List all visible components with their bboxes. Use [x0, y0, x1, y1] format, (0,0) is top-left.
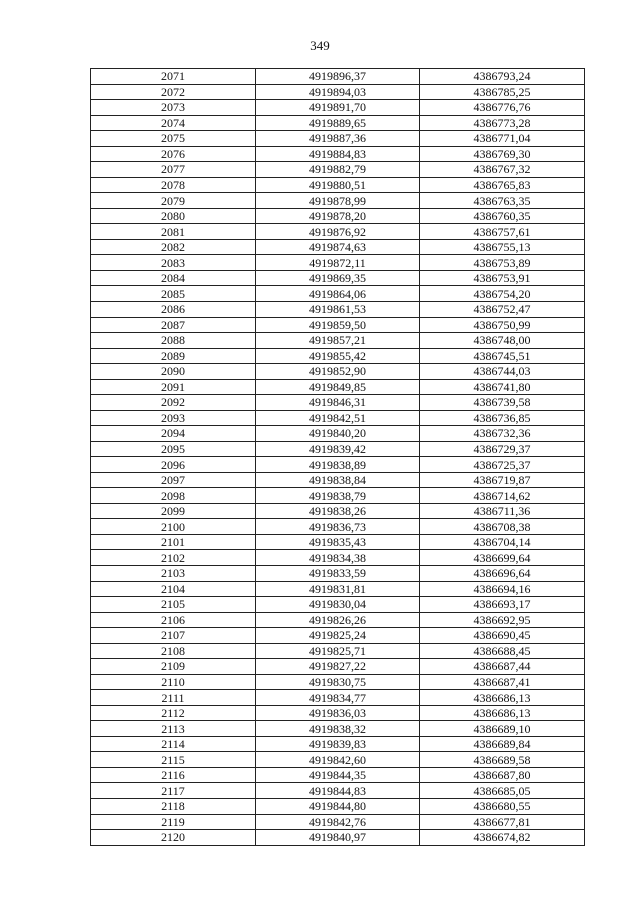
x-coordinate-cell: 4919849,85	[256, 379, 420, 395]
y-coordinate-cell: 4386736,85	[420, 410, 585, 426]
x-coordinate-cell: 4919894,03	[256, 84, 420, 100]
point-number-cell: 2113	[91, 721, 256, 737]
x-coordinate-cell: 4919830,04	[256, 597, 420, 613]
point-number-cell: 2097	[91, 472, 256, 488]
x-coordinate-cell: 4919844,35	[256, 767, 420, 783]
table-row	[91, 333, 585, 349]
coordinates-table-body	[91, 69, 585, 846]
y-coordinate-cell: 4386729,37	[420, 441, 585, 457]
table-row	[91, 270, 585, 286]
x-coordinate-cell: 4919842,51	[256, 410, 420, 426]
point-number-cell: 2103	[91, 566, 256, 582]
point-number-cell: 2076	[91, 146, 256, 162]
point-number-cell: 2093	[91, 410, 256, 426]
point-number-cell: 2118	[91, 798, 256, 814]
point-number-cell: 2091	[91, 379, 256, 395]
x-coordinate-cell: 4919838,84	[256, 472, 420, 488]
x-coordinate-cell: 4919842,76	[256, 814, 420, 830]
table-row	[91, 255, 585, 271]
point-number-cell: 2094	[91, 426, 256, 442]
y-coordinate-cell: 4386763,35	[420, 193, 585, 209]
y-coordinate-cell: 4386741,80	[420, 379, 585, 395]
x-coordinate-cell: 4919836,73	[256, 519, 420, 535]
table-row	[91, 830, 585, 846]
point-number-cell: 2083	[91, 255, 256, 271]
point-number-cell: 2075	[91, 131, 256, 147]
table-row	[91, 115, 585, 131]
x-coordinate-cell: 4919834,38	[256, 550, 420, 566]
y-coordinate-cell: 4386719,87	[420, 472, 585, 488]
point-number-cell: 2090	[91, 364, 256, 380]
table-row	[91, 224, 585, 240]
x-coordinate-cell: 4919838,32	[256, 721, 420, 737]
y-coordinate-cell: 4386687,44	[420, 659, 585, 675]
x-coordinate-cell: 4919884,83	[256, 146, 420, 162]
table-row	[91, 239, 585, 255]
point-number-cell: 2108	[91, 643, 256, 659]
point-number-cell: 2098	[91, 488, 256, 504]
y-coordinate-cell: 4386694,16	[420, 581, 585, 597]
table-row	[91, 581, 585, 597]
y-coordinate-cell: 4386739,58	[420, 395, 585, 411]
table-row	[91, 550, 585, 566]
x-coordinate-cell: 4919846,31	[256, 395, 420, 411]
table-row	[91, 84, 585, 100]
x-coordinate-cell: 4919831,81	[256, 581, 420, 597]
y-coordinate-cell: 4386689,58	[420, 752, 585, 768]
table-row	[91, 503, 585, 519]
x-coordinate-cell: 4919834,77	[256, 690, 420, 706]
y-coordinate-cell: 4386677,81	[420, 814, 585, 830]
table-row	[91, 208, 585, 224]
y-coordinate-cell: 4386711,36	[420, 503, 585, 519]
x-coordinate-cell: 4919855,42	[256, 348, 420, 364]
table-row	[91, 69, 585, 85]
y-coordinate-cell: 4386674,82	[420, 830, 585, 846]
y-coordinate-cell: 4386725,37	[420, 457, 585, 473]
x-coordinate-cell: 4919844,83	[256, 783, 420, 799]
x-coordinate-cell: 4919876,92	[256, 224, 420, 240]
x-coordinate-cell: 4919833,59	[256, 566, 420, 582]
table-row	[91, 131, 585, 147]
table-row	[91, 814, 585, 830]
x-coordinate-cell: 4919874,63	[256, 239, 420, 255]
x-coordinate-cell: 4919826,26	[256, 612, 420, 628]
y-coordinate-cell: 4386708,38	[420, 519, 585, 535]
table-row	[91, 705, 585, 721]
y-coordinate-cell: 4386699,64	[420, 550, 585, 566]
x-coordinate-cell: 4919825,71	[256, 643, 420, 659]
table-row	[91, 348, 585, 364]
y-coordinate-cell: 4386685,05	[420, 783, 585, 799]
y-coordinate-cell: 4386785,25	[420, 84, 585, 100]
point-number-cell: 2095	[91, 441, 256, 457]
x-coordinate-cell: 4919861,53	[256, 301, 420, 317]
y-coordinate-cell: 4386714,62	[420, 488, 585, 504]
table-row	[91, 519, 585, 535]
x-coordinate-cell: 4919869,35	[256, 270, 420, 286]
y-coordinate-cell: 4386744,03	[420, 364, 585, 380]
point-number-cell: 2119	[91, 814, 256, 830]
table-row	[91, 193, 585, 209]
table-row	[91, 146, 585, 162]
table-row	[91, 690, 585, 706]
table-row	[91, 643, 585, 659]
x-coordinate-cell: 4919838,89	[256, 457, 420, 473]
y-coordinate-cell: 4386704,14	[420, 534, 585, 550]
y-coordinate-cell: 4386687,80	[420, 767, 585, 783]
point-number-cell: 2082	[91, 239, 256, 255]
point-number-cell: 2073	[91, 100, 256, 116]
point-number-cell: 2089	[91, 348, 256, 364]
table-row	[91, 597, 585, 613]
point-number-cell: 2109	[91, 659, 256, 675]
table-row	[91, 736, 585, 752]
table-row	[91, 488, 585, 504]
table-row	[91, 100, 585, 116]
table-row	[91, 472, 585, 488]
y-coordinate-cell: 4386693,17	[420, 597, 585, 613]
x-coordinate-cell: 4919842,60	[256, 752, 420, 768]
x-coordinate-cell: 4919838,79	[256, 488, 420, 504]
point-number-cell: 2099	[91, 503, 256, 519]
y-coordinate-cell: 4386754,20	[420, 286, 585, 302]
y-coordinate-cell: 4386686,13	[420, 690, 585, 706]
table-row	[91, 566, 585, 582]
table-row	[91, 286, 585, 302]
y-coordinate-cell: 4386771,04	[420, 131, 585, 147]
table-row	[91, 628, 585, 644]
x-coordinate-cell: 4919852,90	[256, 364, 420, 380]
table-row	[91, 379, 585, 395]
point-number-cell: 2106	[91, 612, 256, 628]
x-coordinate-cell: 4919827,22	[256, 659, 420, 675]
x-coordinate-cell: 4919844,80	[256, 798, 420, 814]
y-coordinate-cell: 4386769,30	[420, 146, 585, 162]
x-coordinate-cell: 4919838,26	[256, 503, 420, 519]
point-number-cell: 2072	[91, 84, 256, 100]
point-number-cell: 2081	[91, 224, 256, 240]
point-number-cell: 2102	[91, 550, 256, 566]
table-row	[91, 395, 585, 411]
point-number-cell: 2100	[91, 519, 256, 535]
point-number-cell: 2107	[91, 628, 256, 644]
table-row	[91, 410, 585, 426]
point-number-cell: 2114	[91, 736, 256, 752]
y-coordinate-cell: 4386765,83	[420, 177, 585, 193]
point-number-cell: 2085	[91, 286, 256, 302]
y-coordinate-cell: 4386753,89	[420, 255, 585, 271]
table-row	[91, 364, 585, 380]
table-row	[91, 752, 585, 768]
y-coordinate-cell: 4386760,35	[420, 208, 585, 224]
x-coordinate-cell: 4919839,83	[256, 736, 420, 752]
point-number-cell: 2080	[91, 208, 256, 224]
x-coordinate-cell: 4919836,03	[256, 705, 420, 721]
y-coordinate-cell: 4386686,13	[420, 705, 585, 721]
y-coordinate-cell: 4386753,91	[420, 270, 585, 286]
y-coordinate-cell: 4386687,41	[420, 674, 585, 690]
y-coordinate-cell: 4386732,36	[420, 426, 585, 442]
coordinates-table	[90, 68, 585, 846]
x-coordinate-cell: 4919878,99	[256, 193, 420, 209]
point-number-cell: 2088	[91, 333, 256, 349]
point-number-cell: 2074	[91, 115, 256, 131]
point-number-cell: 2120	[91, 830, 256, 846]
x-coordinate-cell: 4919830,75	[256, 674, 420, 690]
table-row	[91, 798, 585, 814]
y-coordinate-cell: 4386688,45	[420, 643, 585, 659]
table-row	[91, 177, 585, 193]
x-coordinate-cell: 4919880,51	[256, 177, 420, 193]
y-coordinate-cell: 4386689,84	[420, 736, 585, 752]
y-coordinate-cell: 4386692,95	[420, 612, 585, 628]
y-coordinate-cell: 4386748,00	[420, 333, 585, 349]
point-number-cell: 2071	[91, 69, 256, 85]
table-row	[91, 426, 585, 442]
x-coordinate-cell: 4919891,70	[256, 100, 420, 116]
table-row	[91, 301, 585, 317]
y-coordinate-cell: 4386745,51	[420, 348, 585, 364]
y-coordinate-cell: 4386773,28	[420, 115, 585, 131]
point-number-cell: 2110	[91, 674, 256, 690]
table-row	[91, 674, 585, 690]
y-coordinate-cell: 4386757,61	[420, 224, 585, 240]
point-number-cell: 2105	[91, 597, 256, 613]
y-coordinate-cell: 4386755,13	[420, 239, 585, 255]
table-row	[91, 721, 585, 737]
table-row	[91, 612, 585, 628]
x-coordinate-cell: 4919882,79	[256, 162, 420, 178]
x-coordinate-cell: 4919835,43	[256, 534, 420, 550]
table-row	[91, 534, 585, 550]
x-coordinate-cell: 4919859,50	[256, 317, 420, 333]
y-coordinate-cell: 4386680,55	[420, 798, 585, 814]
table-row	[91, 783, 585, 799]
page-number: 349	[310, 38, 330, 53]
x-coordinate-cell: 4919840,97	[256, 830, 420, 846]
x-coordinate-cell: 4919857,21	[256, 333, 420, 349]
point-number-cell: 2117	[91, 783, 256, 799]
y-coordinate-cell: 4386690,45	[420, 628, 585, 644]
x-coordinate-cell: 4919887,36	[256, 131, 420, 147]
point-number-cell: 2086	[91, 301, 256, 317]
point-number-cell: 2092	[91, 395, 256, 411]
y-coordinate-cell: 4386793,24	[420, 69, 585, 85]
x-coordinate-cell: 4919825,24	[256, 628, 420, 644]
y-coordinate-cell: 4386776,76	[420, 100, 585, 116]
point-number-cell: 2116	[91, 767, 256, 783]
y-coordinate-cell: 4386750,99	[420, 317, 585, 333]
table-row	[91, 317, 585, 333]
x-coordinate-cell: 4919839,42	[256, 441, 420, 457]
x-coordinate-cell: 4919872,11	[256, 255, 420, 271]
point-number-cell: 2104	[91, 581, 256, 597]
point-number-cell: 2087	[91, 317, 256, 333]
table-row	[91, 767, 585, 783]
table-row	[91, 162, 585, 178]
table-row	[91, 441, 585, 457]
point-number-cell: 2096	[91, 457, 256, 473]
point-number-cell: 2077	[91, 162, 256, 178]
x-coordinate-cell: 4919889,65	[256, 115, 420, 131]
table-row	[91, 457, 585, 473]
y-coordinate-cell: 4386752,47	[420, 301, 585, 317]
point-number-cell: 2115	[91, 752, 256, 768]
point-number-cell: 2079	[91, 193, 256, 209]
x-coordinate-cell: 4919840,20	[256, 426, 420, 442]
x-coordinate-cell: 4919878,20	[256, 208, 420, 224]
point-number-cell: 2101	[91, 534, 256, 550]
point-number-cell: 2084	[91, 270, 256, 286]
x-coordinate-cell: 4919864,06	[256, 286, 420, 302]
y-coordinate-cell: 4386689,10	[420, 721, 585, 737]
point-number-cell: 2112	[91, 705, 256, 721]
point-number-cell: 2078	[91, 177, 256, 193]
point-number-cell: 2111	[91, 690, 256, 706]
y-coordinate-cell: 4386696,64	[420, 566, 585, 582]
x-coordinate-cell: 4919896,37	[256, 69, 420, 85]
table-row	[91, 659, 585, 675]
y-coordinate-cell: 4386767,32	[420, 162, 585, 178]
